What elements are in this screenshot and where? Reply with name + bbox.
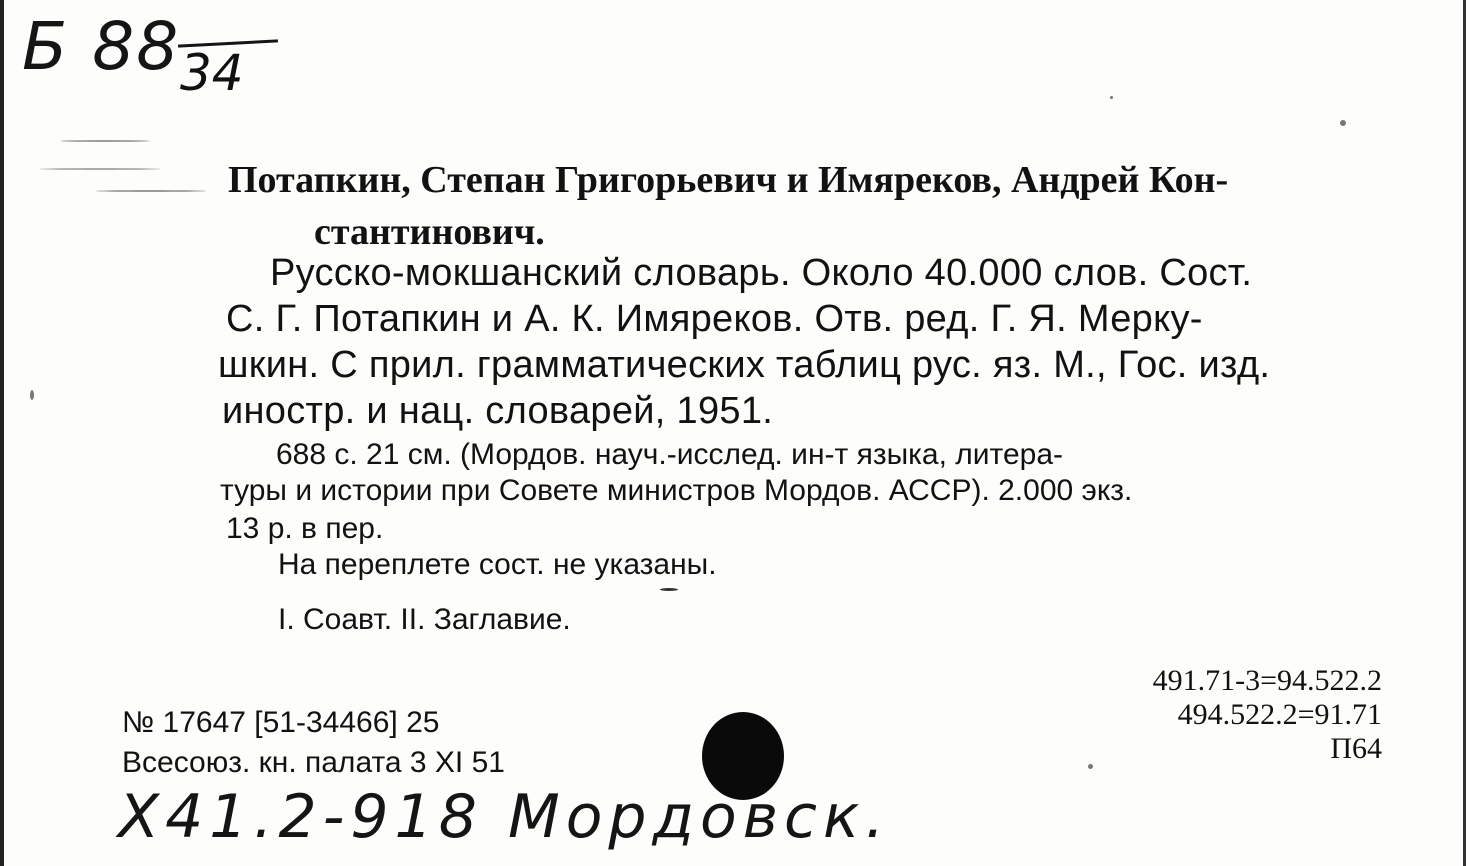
scan-streak	[60, 140, 150, 142]
scan-streak	[96, 190, 206, 192]
handwritten-classification: Х41.2-918 Мордовск.	[118, 782, 891, 852]
scan-speck	[660, 588, 678, 591]
title-line-2: С. Г. Потапкин и А. К. Имяреков. Отв. ред. Г. Я. Мерку-	[226, 298, 1203, 340]
collation-line-1: 688 с. 21 см. (Мордов. науч.-исслед. ин-т языка, литера-	[276, 438, 1063, 471]
tracings-line: I. Соавт. II. Заглавие.	[278, 603, 571, 636]
registration-line-2: Всесоюз. кн. палата 3 XI 51	[122, 746, 505, 779]
author-heading-line-1: Потапкин, Степан Григорьевич и Имяреков, Андрей Кон-	[228, 159, 1229, 201]
registration-line-1: № 17647 [51-34466] 25	[122, 706, 440, 739]
collation-line-2: туры и истории при Совете министров Мордов. АССР). 2.000 экз.	[220, 474, 1133, 507]
scan-speck	[1340, 120, 1346, 126]
classification-line-3: П64	[1330, 732, 1382, 765]
scan-speck	[1088, 764, 1093, 769]
note-line: На переплете сост. не указаны.	[278, 548, 717, 581]
scan-speck	[30, 390, 34, 400]
title-line-1: Русско-мокшанский словарь. Около 40.000 слов. Сост.	[270, 252, 1253, 294]
scan-speck	[1110, 96, 1113, 99]
classification-line-2: 494.522.2=91.71	[1177, 698, 1382, 731]
shelf-fraction: 34	[180, 44, 244, 102]
shelf-mark: Б 88	[22, 8, 181, 85]
scan-streak	[40, 168, 160, 170]
title-line-4: иностр. и нац. словарей, 1951.	[222, 390, 774, 432]
title-line-3: шкин. С прил. грамматических таблиц рус. яз. М., Гос. изд.	[218, 344, 1271, 386]
collation-line-3: 13 р. в пер.	[226, 512, 384, 545]
card-left-edge	[0, 0, 4, 866]
author-heading-line-2: стантинович.	[314, 211, 545, 253]
classification-line-1: 491.71-3=94.522.2	[1152, 664, 1382, 697]
